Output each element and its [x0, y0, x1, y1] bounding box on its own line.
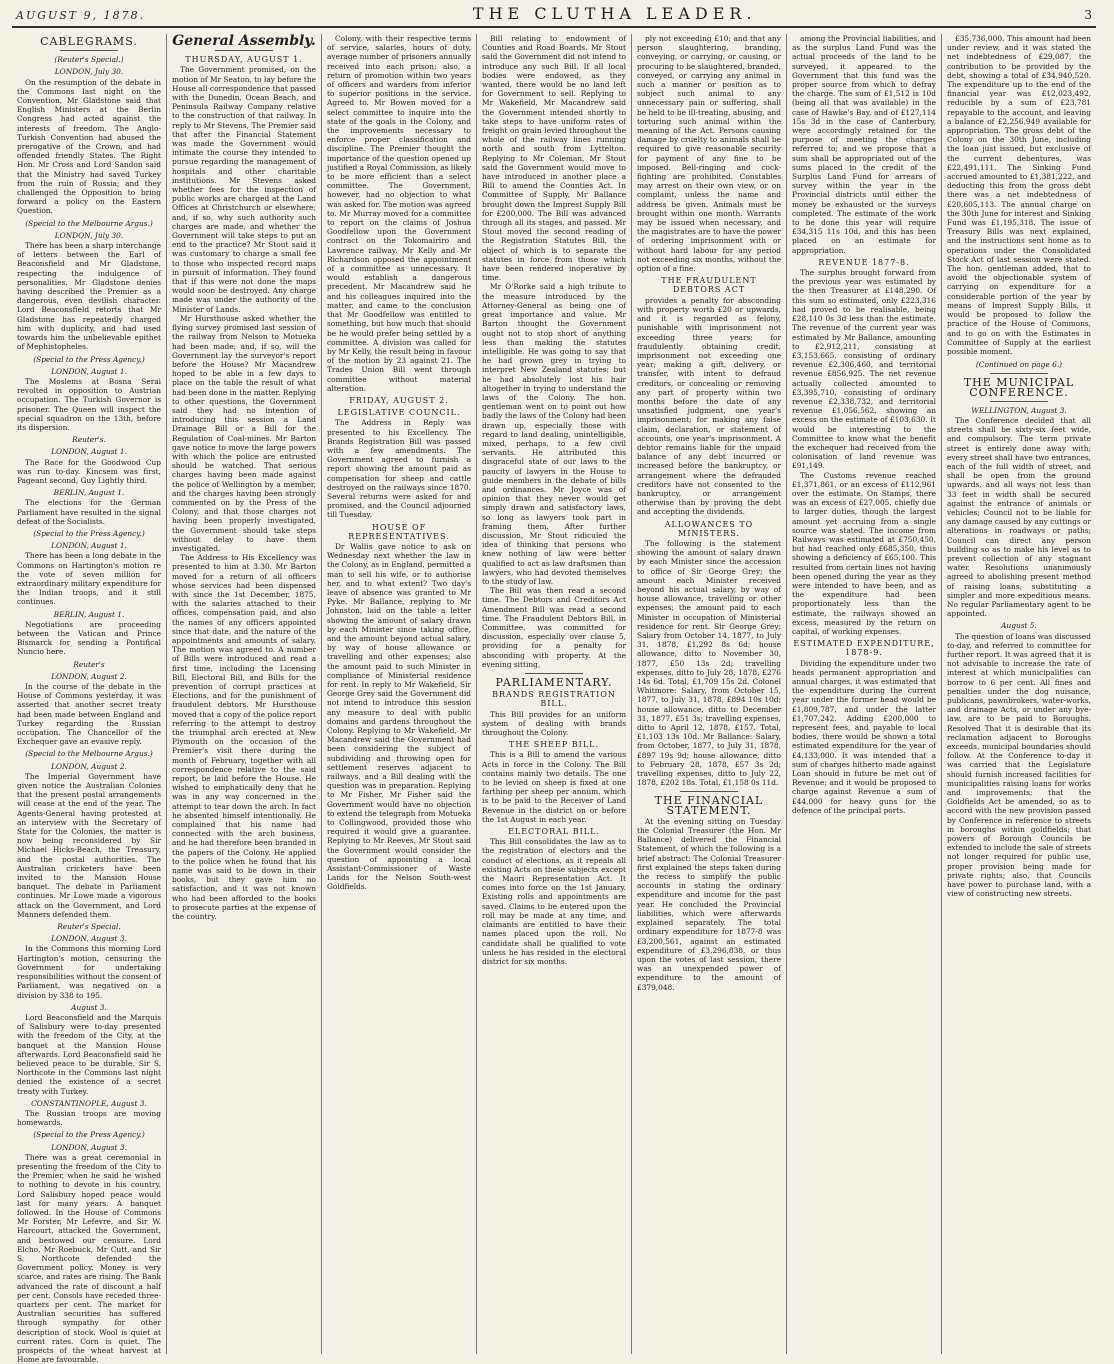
continued-note: (Continued on page 6.) [975, 360, 1063, 370]
article-paragraph: There was a great ceremonial in presenting the freedom of the City to the Premier, when he said he wished to nothing to devote in his country. Lord Salisbury hoped peace would last for many years. A banquet followed. In the House of Commons Mr Forster, Mr Lefevre, and Sir W. Harcourt, attacked the Government, and bestowed our censure. Lord Elcho, Mr Roebuck, Mr Cutt, and Sir S. Northcote defended the Government policy. Money is very scarce, and rates are rising. The Bank advanced the rate of discount a half per cent. Consols have receded three-quarters per cent. The market for Australian securities has suffered through sympathy for other description of stock. Wool is quiet at current rates. Corn is quiet. The prospects of the wheat harvest at Home are favourable. [17, 1152, 161, 1364]
section-heading: HOUSE OF REPRESENTATIVES. [348, 522, 450, 541]
dateline: CONSTANTINOPLE, August 3. [31, 1098, 147, 1108]
article-paragraph: The Imperial Government have given notice the Australian Colonies that the present postal arrangements will cease at the end of the year. The Agents-General having protested at an interview with the Secretary of State for the Colonies, the matter is now being reconsidered by Sir Michael Hicks-Beach, the Treasury, and the postal authorities. The Australian cricketers have been invited to the Mansion House banquet. The debate in Parliament continues. Mr Lowe made a vigorous attack on the Government, and Lord Manners defended them. [17, 771, 161, 919]
article-paragraph: The question of loans was discussed to-day, and referred to committee for further report. It was agreed that it is not advisable to increase the rate of interest at which municipalities can borrow to 6 per cent. All fines and penalties under the dog nuisance, publicans, pawnbrokers, water-works, and drainage Acts, or under any bye-law, are to be paid to Boroughs. Resolved That it is desirable that its reclamation adjacent to Boroughs exceeds, municipal boundaries should follow. At the Conference to-day it was carried that the Legislature should furnish increased facilities for municipalities raising loans for works and improvements; that the Goldfields Act be amended, so as to accord with the new provision passed by Conference in reference to streets in boroughs within goldfields; that powers of Borough Councils be extended to include the sale of streets not longer required for public use, proper provision being made for private rights; also, that Councils have power to purchase land, with a view of constructing new streets. [947, 631, 1091, 899]
column-5 [631, 34, 786, 1354]
section-heading: REVENUE 1877-8. [818, 257, 910, 267]
article-paragraph: Mr Hursthouse asked whether the flying survey promised last session of the railway from Nelson to Motueka had been made; and, if so, will the Government lay the surveyor's report before the House? Mr Macandrew hoped to be able in a few days to place on the table the result of what had been done in the matter. Replying to other questions, the Government said they had no intention of introducing this session a Land Drainage Bill or a Bill for the Regulation of Coal-mines. Mr Barton gave notice to move the large powers with which the police are entrusted should be watched. That serious charges having been made against the police of Wellington by a member, and the charges having been strongly commented on by the Press of the Colony, and that those charges not having been properly investigated, the Government should take steps without delay to have them investigated. [172, 313, 316, 553]
session-date: THURSDAY, AUGUST 1. [185, 55, 303, 65]
section-heading: THE FRAUDULENT DEBTORS ACT [661, 276, 757, 295]
article-paragraph: Lord Beaconsfield and the Marquis of Salisbury were to-day presented with the freedom of the City, at the banquet at the Mansion House afterwards. Lord Beaconsfield said he believed peace to be durable. Sir S. Northcote in the Commons last night denied the existence of a secret treaty with Turkey. [17, 1012, 161, 1096]
column-3 [321, 34, 476, 1354]
financial-statement-heading: THE FINANCIAL STATEMENT. [654, 794, 764, 817]
section-heading: ESTIMATED EXPENDITURE, 1878-9. [793, 639, 935, 658]
source-line: (Special to the Press Agency.) [33, 528, 145, 538]
column-4 [476, 34, 631, 1354]
parliamentary-heading: PARLIAMENTARY. [495, 676, 613, 690]
cablegrams-heading: CABLEGRAMS. [40, 35, 138, 48]
article-paragraph: Mr O'Rorke said a high tribute to the measure introduced by the Attorney-General as being one of great importance and value. Mr Barton thought the Government ought not to stop short of anything less than making the statutes intelligible. He was going to say that he had grown grey in trying to interpret New Zealand statutes; but he had absolutely lost his hair altogether in trying to understand the laws of the Colony. The hon. gentleman went on to point out how badly the laws of the Colony had been drawn up, especially those with regard to land dealing, unintelligible, mixed, perhaps, to a few civil servants. He attributed this disgraceful state of our laws to the paucity of lawyers in the House to guide members in the debate of bills and ordinances. Mr Joyce was of opinion that they never would get simply drawn and satisfactory laws, so long as lawyers took part in framing them. After further discussion, Mr Stout ridiculed the idea of thinking that persons who knew nothing of law were better qualified to act as law draftsmen than lawyers, who had devoted themselves to the study of law. [482, 282, 626, 586]
source-line: (Special to the Press Agency.) [33, 1130, 145, 1140]
article-paragraph: The surplus brought forward from the previous year was estimated by the then Treasurer at £148,290. Of this sum so estimated, only £223,316 had proved to be realisable, being £28,110 0s 3d less than the estimate. The revenue of the current year was estimated by Mr Ballance, amounting to £2,912,211, consisting at £3,153,665, consisting of ordinary revenue £2,306,460, and territorial revenue £856,925. The net revenue actually collected amounted to £3,395,710, consisting of ordinary revenue £2,338,732, and territorial revenue £1,056,562, showing an excess on the estimate of £103,630. It would be interesting to the Committee to know what the benefit the exchequer had received from the colonisation of land revenue was £91,149. [792, 268, 936, 471]
session-date: FRIDAY, AUGUST 2. [349, 395, 449, 405]
article-paragraph: Dr Wallis gave notice to ask on Wednesday next whether the law in the Colony, as in England, permitted a man to sell his wife, or to authorise her, and to what extent? Two day's leave of absence was granted to Mr Pyke. Mr Ballance, replying to Mr Johnston, laid on the table a letter showing the amount of salary drawn by each Minister since taking office, and the amount beyond actual salary, by way of house allowance or travelling and other expenses; also the amount paid to such Minister in compliance of Ministerial residence for rent. In reply to Mr Wakefield, Sir George Grey said the Government did not intend to introduce this session any measure to deal with public domains and gardens throughout the Colony. Replying to Mr Wakefield, Mr Macandrew said the Government had been considering the subject of subdividing and throwing open for settlement reserves adjacent to railways, and a Bill dealing with the question was in preparation. Replying to Mr Fisher, Mr Fisher said the Government would have no objection to extend the telegraph from Motueka to Collingwood, provided those who required it would give a guarantee. Replying to Mr Reeves, Mr Stout said the Government would consider the question of appointing a local Assistant-Commissioner of Waste Lands for the Nelson South-west Goldfields. [327, 541, 471, 892]
divider [525, 673, 583, 674]
article-paragraph: The following is the statement showing the amount of salary drawn by each Minister since the accession to office of Sir George Grey; the amount each Minister received beyond his actual salary, by way of house allowance, travelling or other expenses; the amount paid to each Minister in occupation of Ministerial residence for rent. Sir George Grey: Salary from October 14, 1877, to July 31, 1878, £1,292 8s 6d; house allowance, ditto to November 30, 1877, £50 13s 2d; travelling expenses, ditto to July 28, 1878, £276 14s 6d. Total, £1,709 15s 2d. Colonel Whitmore: Salary, from October 15, 1877, to July 31, 1878, £894 10s 10d; house allowance, ditto to December 31, 1877, £51 3s; travelling expenses, ditto to April 12, 1878, £157. Total, £1,103 13s 10d. Mr Ballance: Salary, from October, 1877, to July 31, 1878, £897 19s 9d; house allowance, ditto to February 28, 1878, £57 3s 2d; travelling expenses, ditto to July 22, 1878, £202 18s. Total, £1,158 0s 11d. [637, 538, 781, 788]
divider [990, 401, 1048, 402]
article-paragraph: provides a penalty for absconding with property worth £20 or upwards, and it is regarded as felony, punishable with imprisonment not exceeding three years; for fraudulently obtaining credit, imprisonment not exceeding one year; making a gift, delivery, or transfer, with intent to defraud creditors, or concealing or removing any part of property within two months before the date of any unsatisfied judgment, one year's imprisonment; for making any false claim, declaration, or statement of accounts, one year's imprisonment. A debtor remains liable for the unpaid balance of any debt incurred or increased before the bankruptcy, or arrangement where the defrauded creditors have not consented to the bankruptcy, or arrangement otherwise than by proving the debt and accepting the dividends. [637, 295, 781, 517]
dateline: August 3. [71, 1002, 107, 1012]
article-paragraph: This Bill provides for an uniform system of dealing with brands throughout the Colony. [482, 709, 626, 738]
divider [60, 50, 118, 51]
article-paragraph: among the Provincial liabilities, and as the surplus Land Fund was the actual proceeds of the land to be surveyed, it appeared to the Government that this fund was the proper source from which to defray the charge. The sum of £1,512 is 10d (being all that was available) in the case of Hawke's Bay, and of £127,114 15s 3d in the case of Canterbury, were accordingly retained for the purpose of meeting the charges referred to; and we propose that a sum shall be appropriated out of the sums placed to the credit of the Surplus Land Fund for arrears of survey within the year in the Provincial districts until either the money be exhausted or the surveys completed. The estimate of the work to be done this year will require £34,315 11s 10d, and this has been placed on an estimate for appropriation. [792, 34, 936, 255]
column-6 [786, 34, 941, 1354]
article-paragraph: The Address to His Excellency was presented to him at 3.30. Mr Barton moved for a return of all officers whose services had been dispensed with since the 1st December, 1875, with the salaries attached to their offices, compensation paid, and also the names of any officers appointed since that date, and the nature of the appointments and amounts of salary. The motion was agreed to. A number of Bills were introduced and read a first time, including the Licensing Bill, Electoral Bill, and Bills for the prevention of corrupt practices at Elections, and for the punishment of fraudulent debtors. Mr Hursthouse moved that a copy of the police report referring to the attempt to destroy the triumphal arch erected at New Plymouth on the occasion of the Premier's visit there during the month of February, together with all correspondence relative to the said report, be laid before the House. He wished to emphatically deny that he was in any way concerned in the attempt to tear down the arch. In fact he absented himself intentionally. He complained that his name had connected with the arch business, and he had therefore been branded in the papers of the Colony. He applied to the police when he found that his name was said to be down in their books, but they gave him no satisfaction, and it was not known who had been afforded to the books to prosecute parties at the expense of the country. [172, 553, 316, 922]
source-line: (Reuter's Special.) [54, 55, 124, 65]
dateline: BERLIN, August 1. [53, 488, 125, 498]
article-paragraph: £35,736,000. This amount had been under review, and it was stated the net indebtedness of £29,087, the contribution to be provided by the debt, showing a total of £34,940,520. The expenditure up to the end of the financial year was £12,023,492, reducible by a sum of £23,781 repayable to the account, and leaving a balance of £2,256,949 available for appropriation. The gross debt of the Colony on the 30th June, including the loan just issued, but exclusive of the current debentures, was £22,491,111. The Sinking Fund accrued amounted to £1,381,222, and deducting this from the gross debt there was a net indebtedness of £20,605,113. The annual charge on the 30th June for interest and Sinking Fund was £1,195,318. The issue of Treasury Bills was next explained, and the instructions sent home as to operations under the Consolidated Stock Act of last session were stated. The hon. gentleman added, that to avoid the objectionable system of carrying on expenditure for a considerable portion of the year by means of Imprest Supply Bills, it would be proposed to follow the practice of the House of Commons, and to go on with the Estimates in Committee of Supply at the earliest possible moment. [947, 34, 1091, 356]
dateline: WELLINGTON, August 3. [971, 405, 1067, 415]
source-line: (Special to the Melbourne Argus.) [25, 749, 153, 759]
columns [12, 33, 1096, 1364]
column-2 [166, 34, 321, 1354]
article-paragraph: On the resumption of the debate in the Commons last night on the Convention, Mr Gladstone said that English Ministers at the Berlin Congress had acted against the interests of freedom. The Anglo-Turkish Convention had abused the prerogative of the Crown, and had offended friendly States. The Right Hon. Mr Cross and Lord Sandon said that the Ministry had saved Turkey from the ruin of Russia; and they challenged the Opposition to bring forward a policy on the Eastern Question. [17, 77, 161, 216]
article-paragraph: The Address in Reply was presented to his Excellency. The Brands Registration Bill was passed with a few amendments. The Government agreed to furnish a report showing the amount paid as compensation for sheep and cattle destroyed on the railways since 1870. Several returns were asked for and promised, and the Council adjourned till Tuesday. [327, 418, 471, 520]
article-paragraph: There has been a sharp interchange of letters between the Earl of Beaconsfield and Mr Gladstone, respecting the indulgence of personalities. Mr Gladstone denies having described the Premier as a dangerous, even devilish character. Lord Beaconsfield retorts that Mr Gladstone has repeatedly charged him with duplicity, and had used towards him the unbelievable epithet of Mephistopheles. [17, 241, 161, 352]
article-paragraph: The Conference decided that all streets shall be sixty-six feet wide, and compulsory. The term private street is entirely done away with; every street shall have two entrances, each of the full width of street, and shall be open from the ground upwards, and all ways not less than 33 feet in width shall be secured against the entrance of animals or vehicles; Council not to be liable for any damage caused by any cuttings or alterations in roadways or paths; Council can direct any person building so as to make his level as to prevent collection of any stagnant water. Resolutions unanimously agreed to abolishing present method of raising loans, substituting a simpler and more expeditious means. No regular Parliamentary agent to be appointed. [947, 415, 1092, 619]
article-paragraph: Negotiations are proceeding between the Vatican and Prince Bismarck for sending a Pontifical Nuncio here. [17, 619, 161, 657]
article-paragraph: The Bill was then read a second time. The Debtors and Creditors Act Amendment Bill was read a second time. The Fraudulent Debtors Bill, in Committee, was committed for discussion, especially over clause 5, providing for a penalty for absconding with property. At the evening sitting, [482, 586, 626, 669]
divider [215, 50, 273, 51]
article-paragraph: This Bill consolidates the law as to the registration of electors and the conduct of elections, as it repeals all existing Acts on these subjects except the Maori Representation Act. It comes into force on the 1st January. Existing rolls and appointments are saved. Claims to be entered upon the roll may be made at any time, and claimants are entitled to have their names placed upon the roll. No candidate shall be qualified to vote unless he has resided in the electoral district for six months. [482, 837, 626, 966]
general-assembly-heading: General Assembly. [172, 33, 316, 49]
article-paragraph: The Customs revenue reached £1,371,861, or an excess of £112,961 over the estimate. On Stamps, there was an excess of £27,005, chiefly due to larger duties, though the largest amount yet accruing from a single source was stated. The income from Railways was estimated at £750,450, but had reached only £685,350, thus showing a deficiency of £65,100. This resulted from certain lines not having been opened during the year as they were intended to have been, and as the expenditure had been proportionately less than the estimate, the railways showed an excess, measured by the return on capital, of working expenses. [792, 470, 936, 636]
issue-date: AUGUST 9, 1878. [16, 9, 146, 22]
article-paragraph: In the Commons this morning Lord Hartington's motion, censuring the Government for undertaking responsibilities without the consent of Parliament, was negatived on a division by 338 to 195. [17, 944, 161, 1000]
section-heading: ALLOWANCES TO MINISTERS. [664, 519, 754, 538]
section-heading: LEGISLATIVE COUNCIL. [337, 408, 461, 418]
dateline: LONDON, August 2. [51, 761, 127, 771]
article-paragraph: The Race for the Goodwood Cup was run to-day. Kincsem was first, Pageant second, Guy Lightly third. [17, 457, 161, 485]
article-paragraph: Dividing the expenditure under two heads permanent appropriation and annual charges, it was estimated that the expenditure during the current year under the former head would be £1,809,787, and under the latter £1,707,242. Adding £200,000 to represent fees, and payable to local bodies, there would be shown a total estimated expenditure for the year of £4,133,000. It was intended that a sum of charges hitherto made against Loan should in future be met out of Revenue; and it would be proposed to charge against Revenue a sum of £44,000 for heavy guns for the defence of the principal ports. [792, 658, 936, 815]
article-paragraph: Bill relating to endowment of Counties and Road Boards. Mr Stout said the Government did not intend to introduce any such Bill. If all local bodies were endowed, as they wanted, there would be no land left for Government to sell. Replying to Mr Wakefield, Mr Macandrew said the Government intended shortly to take steps to have uniform rates of freight on grain levied throughout the whole of the railway lines running north and south from Lyttelton. Replying to Mr Coleman, Mr Stout said the Government would move to have introduced in another place a Bill to amend the Counties Act. In Committee of Supply, Mr Ballance brought down the Imprest Supply Bill for £200,000. The Bill was advanced through all its stages, and passed. Mr Stout moved the second reading of the Registration Statutes Bill, the object of which is to separate the statutes in force from those which have been rendered inoperative by time. [482, 34, 626, 283]
article-paragraph: The Government promised, on the motion of Mr Seaton, to lay before the House all correspondence that passed with the Dunedin, Ocean Beach, and Peninsula Railway Company relative to the construction of that railway. In reply to Mr Stevens, The Premier said that after the Financial Statement was made the Government would intimate the course they intended to pursue regarding the management of hospitals and other charitable institutions. Mr Stevens asked whether fees for the inspection of public works are charged at the Land Offices at Christchurch or elsewhere; and, if so, why such authority such charges are made, and whether the Government will take steps to put an end to the practice? Mr Stout said it was customary to charge a small fee to those who inspected record maps in pursuit of information. They found that if this were not done the maps would soon be destroyed. Any charge made was under the authority of the Minister of Lands. [172, 65, 316, 314]
dateline: LONDON, August 3. [51, 1142, 127, 1152]
article-paragraph: ply not exceeding £10; and that any person slaughtering, branding, conveying, or carrying, or causing, or procuring to be slaughtered, branded, conveyed, or carrying any animal in such a manner or position as to subject such animal to any unnecessary pain or suffering, shall be held to be ill-treating, abusing, and torturing such animal within the meaning of the Act. Persons causing damage by cruelty to animals shall be required to give reasonable security for payment of any fine to be imposed. Bell-ringing and cock-fighting are prohibited. Constables may arrest on their own view, or on complaint, unless the name and address be given. Animals must be brought within one month. Warrants may be issued when necessary, and the magistrates are to have the power of ordering imprisonment with or without hard labour for any period not exceeding six months, without the option of a fine. [637, 34, 781, 274]
dateline: LONDON, August 1. [51, 541, 127, 551]
dateline: LONDON, July 30. [54, 230, 124, 240]
divider [990, 373, 1048, 374]
article-paragraph: The elections for the German Parliament have resulted in the signal defeat of the Socialists. [17, 498, 161, 526]
page-number: 3 [1084, 8, 1092, 22]
article-paragraph: In the course of the debate in the House of Commons yesterday, it was asserted that another secret treaty had been made between England and Turkey regarding the Russian occupation. The Chancellor of the Exchequer gave an evasive reply. [17, 682, 161, 747]
article-paragraph: At the evening sitting on Tuesday the Colonial Treasurer (the Hon. Mr Ballance) delivered the Financial Statement, of which the following is a brief abstract: The Colonial Treasurer first explained the steps taken during the recess to simplify the public accounts in stating the ordinary expenditure and income for the past year. He concluded the Provincial liabilities, which were afterwards explained separately. The total ordinary expenditure for 1877-8 was £3,200,561, against an estimated expenditure of £3,296,838, or thus upon the votes of last session, there was an unexpended power of expenditure to the amount of £379,048. [637, 816, 781, 992]
source-line: Reuter's Special. [57, 922, 121, 932]
masthead [12, 4, 1096, 28]
newspaper-title: THE CLUTHA LEADER. [472, 4, 757, 23]
article-paragraph: There has been a long debate in the Commons on Hartington's motion re the vote of seven million for extraordinary military expenditure for the Indian troops, and it still continues. [17, 551, 161, 607]
dateline: LONDON, July 30. [54, 67, 124, 77]
dateline: LONDON, August 2. [51, 671, 127, 681]
source-line: (Special to the Melbourne Argus.) [25, 218, 153, 228]
column-7 [941, 34, 1096, 1354]
dateline: LONDON, August 1. [51, 447, 127, 457]
section-heading: BRANDS REGISTRATION BILL. [492, 690, 616, 709]
dateline: BERLIN, August 1. [53, 609, 125, 619]
dateline: LONDON, August 3. [51, 934, 127, 944]
source-line: Reuter's. [72, 435, 106, 445]
dateline: LONDON, August 1. [51, 366, 127, 376]
column-1 [12, 34, 166, 1364]
article-paragraph: The Russian troops are moving homewards. [17, 1108, 161, 1128]
divider [680, 791, 738, 792]
source-line: Reuter's [73, 659, 105, 669]
municipal-conference-heading: THE MUNICIPAL CONFERENCE. [963, 376, 1075, 399]
section-heading: ELECTORAL BILL. [508, 827, 600, 837]
section-heading: THE SHEEP BILL. [509, 740, 599, 750]
source-line: (Special to the Press Agency.) [33, 354, 145, 364]
article-paragraph: The Moslems at Bosna Serai revolted in opposition to Austrian occupation. The Turkish Governor is prisoner. The Queen will inspect the special squadron on the 13th, before its dispersion. [17, 376, 161, 432]
article-paragraph: This is a Bill to amend the various Acts in force in the Colony. The Bill contains mainly two details. The one to be levied on sheep is fixed at one farthing per sheep per annum, which is to be paid to the Receiver of Land Revenue in the district on or before the 1st August in each year. [482, 750, 626, 824]
article-paragraph: Colony, with their respective terms of service, salaries, hours of duty, average number of prisoners annually received into each prison; also, a return of promotion within two years of officers and warders from inferior to superior positions in the service. Agreed to. Mr Bowen moved for a select committee to inquire into the state of the goals in the Colony, and the improvements necessary to enforce proper classification and discipline. The Premier thought the importance of the question opened up justified a Royal Commission, as likely to be more efficient than a select committee. The Government, however, had no objection to what was asked for. The motion was agreed to. Mr Murray moved for a committee to report on the claims of Joshua Goodfellow upon the Government contract on the Tokomairiro and Lawrence railway. Mr Kelly and Mr Richardson opposed the appointment of a committee as unnecessary. It would establish a dangerous precedent. Mr Macandrew said he and his colleagues inquired into the matter, and came to the conclusion that Mr Goodfellow was entitled to something, but how much that should be he would prefer being settled by a committee. A division was called for by Mr Kelly, the result being in favour of the motion by 23 against 21. The Trades Union Bill went through committee without material alteration. [327, 34, 471, 393]
dateline: August 5. [1001, 621, 1037, 631]
